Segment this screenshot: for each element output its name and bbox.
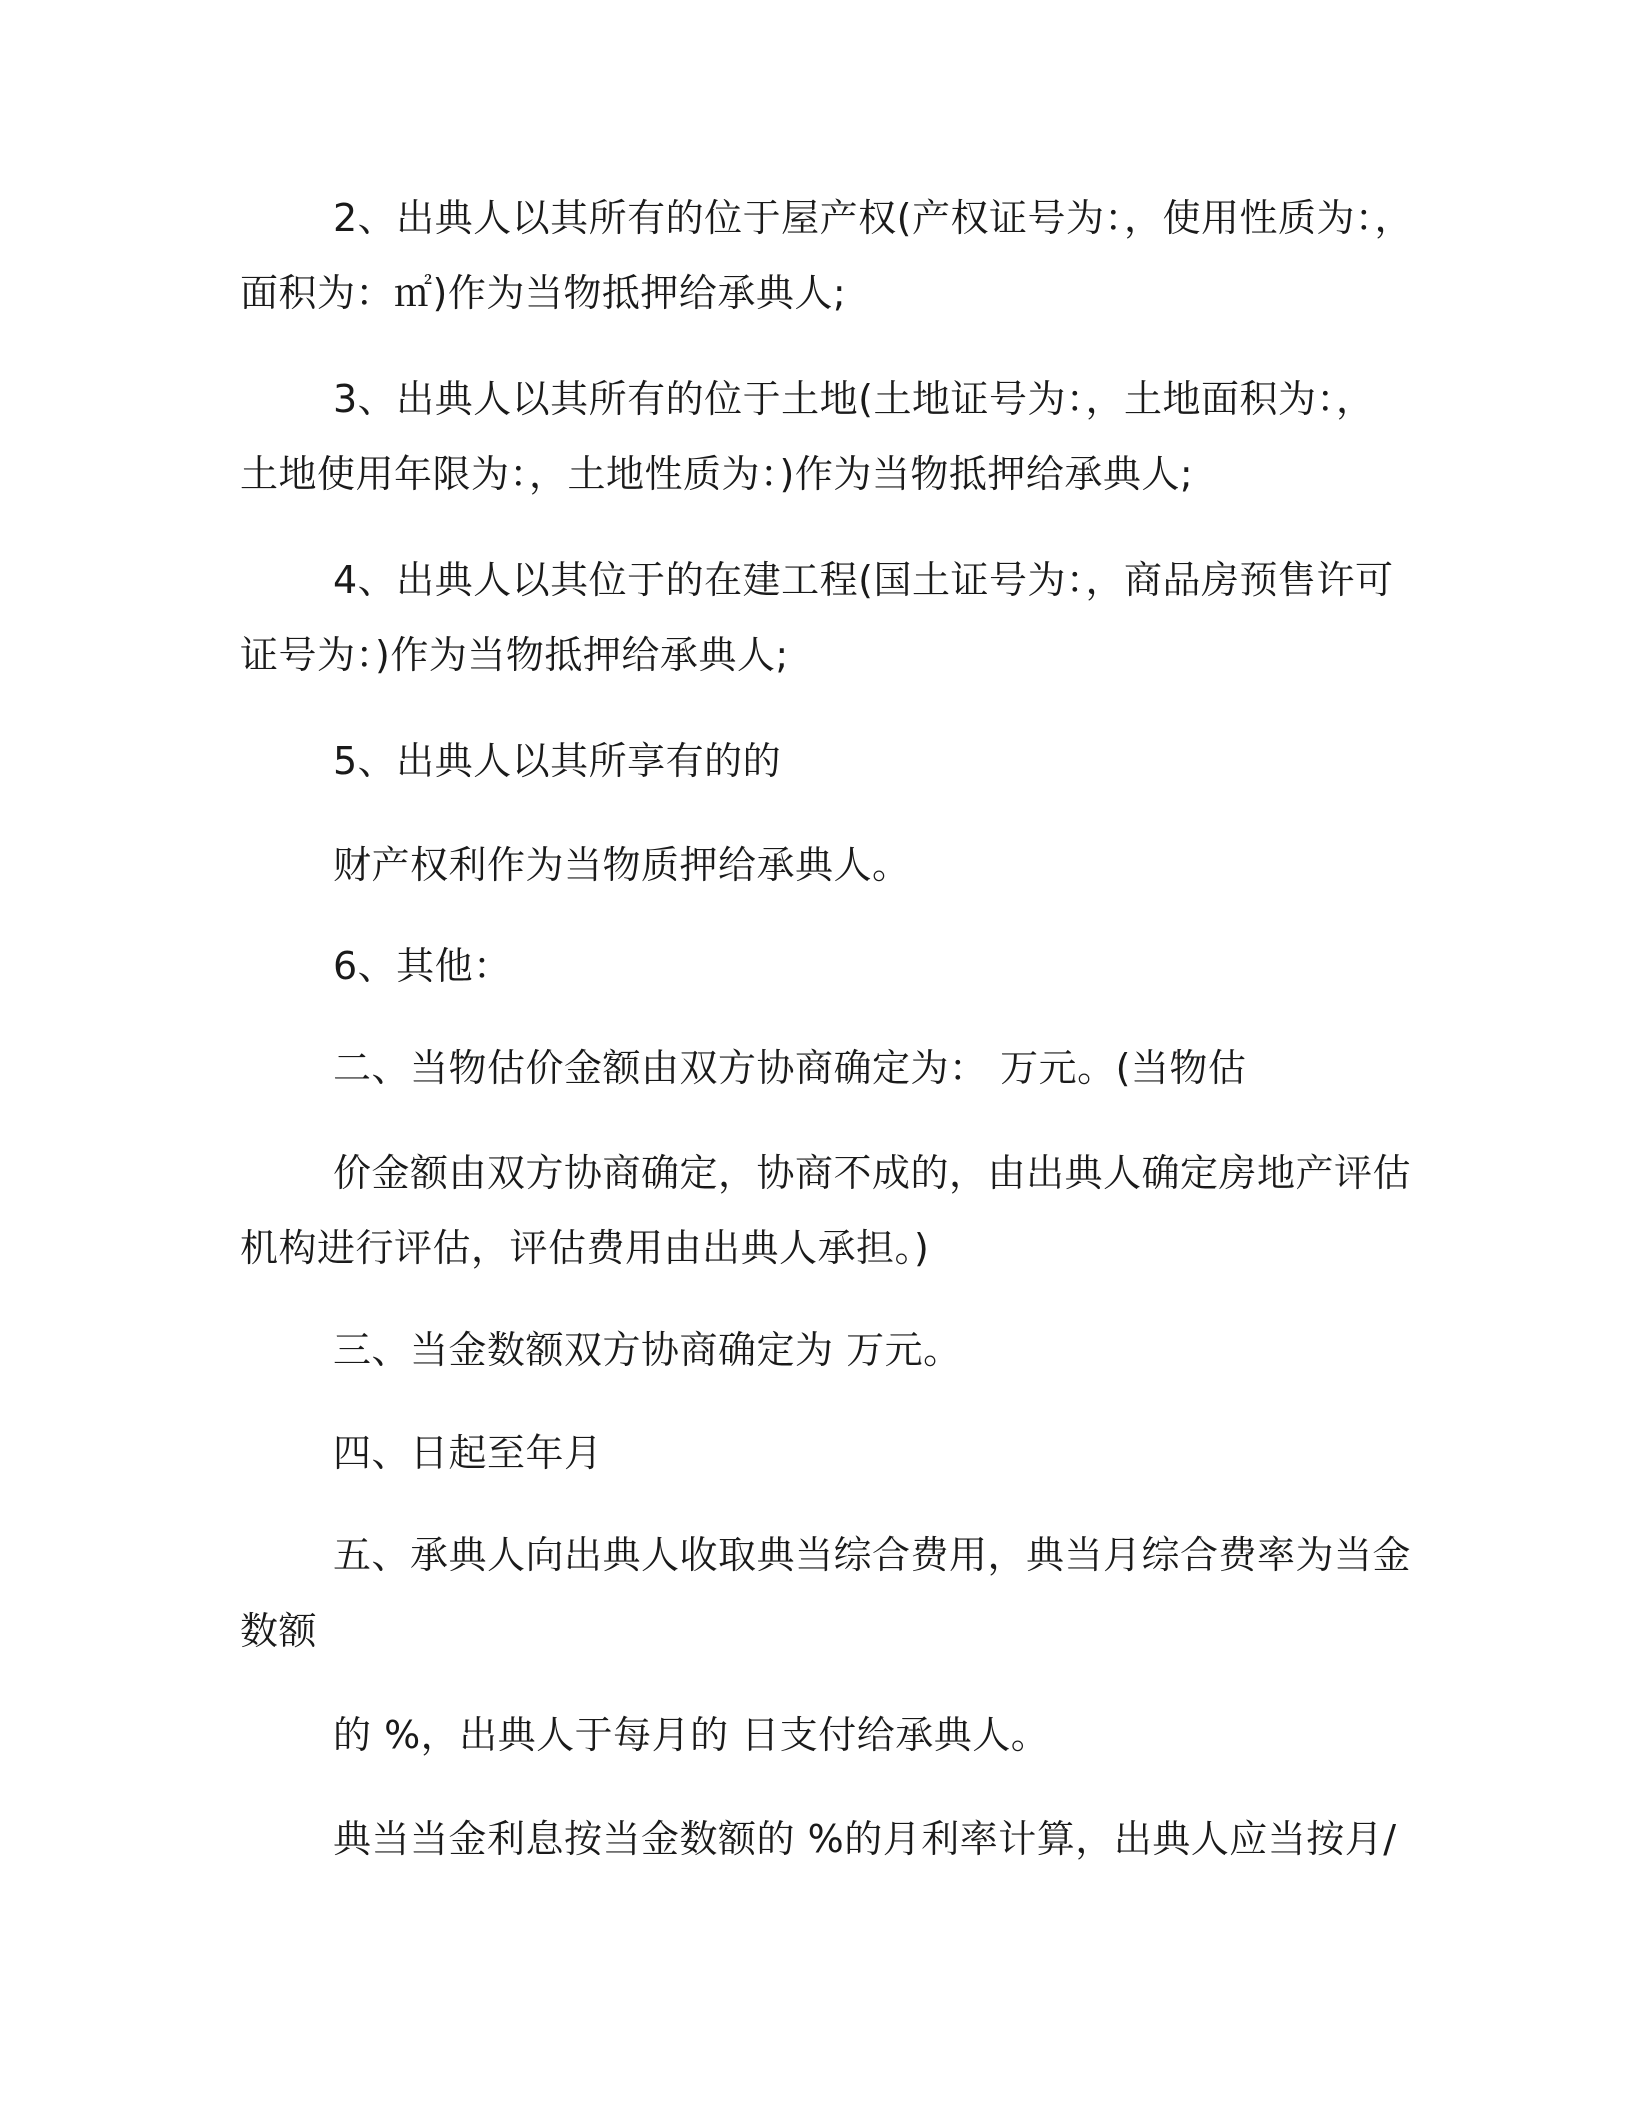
section-5-line-1: 五、承典人向出典人收取典当综合费用，典当月综合费率为当金 [333,1533,1412,1577]
clause-2-line-1: 2、出典人以其所有的位于屋产权(产权证号为：，使用性质为：， [333,196,1414,240]
section-5-line-2: 数额 [240,1609,318,1653]
section-3: 三、当金数额双方协商确定为 万元。 [333,1328,962,1372]
clause-4-line-1: 4、出典人以其位于的在建工程(国土证号为：，商品房预售许可 [333,558,1394,602]
clause-2-line-2: 面积为：㎡)作为当物抵押给承典人; [240,271,847,315]
clause-3-line-2: 土地使用年限为：，土地性质为：)作为当物抵押给承典人; [240,452,1194,496]
clause-6: 6、其他： [333,944,512,988]
interest-line-1: 典当当金利息按当金数额的 %的月利率计算，出典人应当按月/ [333,1817,1397,1861]
section-2-line-2: 价金额由双方协商确定，协商不成的，由出典人确定房地产评估 [333,1151,1412,1195]
section-4: 四、日起至年月 [333,1431,603,1475]
clause-4-line-2: 证号为：)作为当物抵押给承典人; [240,633,789,677]
clause-5-line-1: 5、出典人以其所享有的的 [333,739,782,783]
section-5-line-3: 的 %，出典人于每月的 日支付给承典人。 [333,1713,1050,1757]
clause-3-line-1: 3、出典人以其所有的位于土地(土地证号为：，土地面积为：， [333,377,1375,421]
section-2-line-3: 机构进行评估，评估费用由出典人承担。) [240,1226,930,1270]
clause-5-line-2: 财产权利作为当物质押给承典人。 [333,843,911,887]
section-2-line-1: 二、当物估价金额由双方协商确定为： 万元。(当物估 [333,1046,1247,1090]
